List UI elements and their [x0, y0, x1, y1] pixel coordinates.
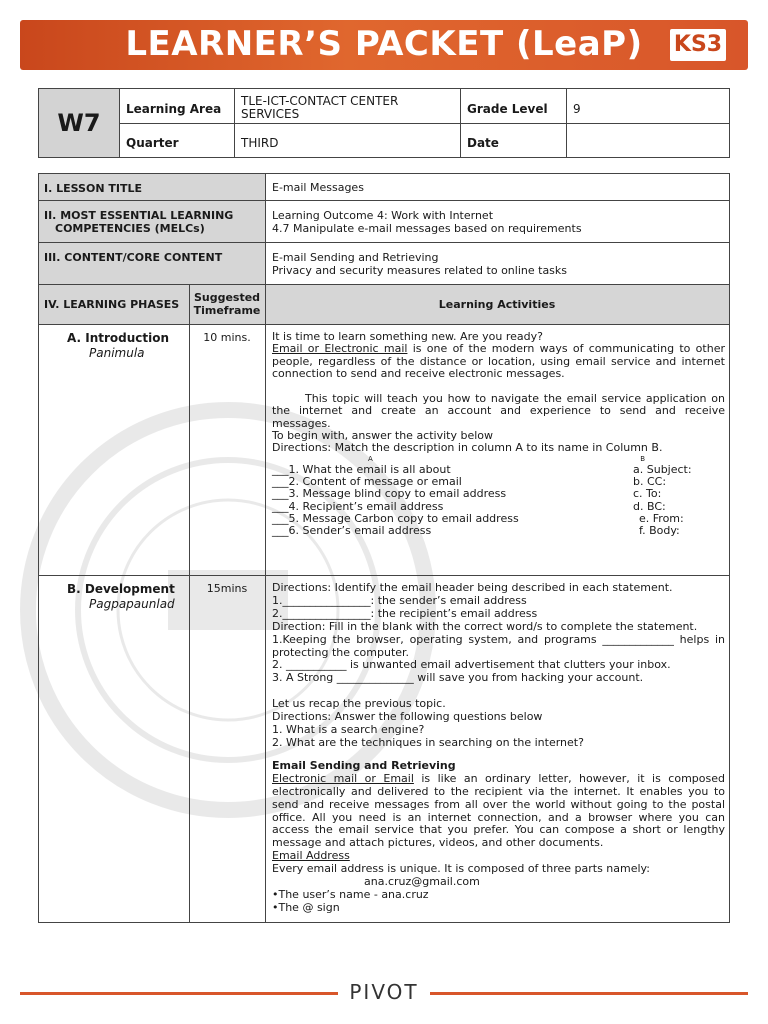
fill-blank-item: 1.Keeping the browser, operating system, and programs _____________ helps in protecting the computer. [272, 632, 725, 659]
content-value-line1: E-mail Sending and Retrieving [272, 251, 439, 264]
column-a-header: A [368, 454, 373, 463]
quarter-label: Quarter [119, 123, 234, 157]
matching-item: ___1. What the email is all about a. Subject: [272, 462, 692, 476]
phases-header-row [39, 285, 729, 325]
electronic-mail-term: Electronic mail or Email [272, 771, 414, 785]
intro-line: It is time to learn something new. Are you ready? [272, 330, 543, 343]
email-term: Email or Electronic mail [272, 342, 408, 356]
phase-a-time: 10 mins. [203, 331, 251, 344]
learning-area-value: TLE-ICT-CONTACT CENTER SERVICES [234, 89, 460, 123]
matching-item: ___3. Message blind copy to email address c. To: [272, 487, 662, 501]
email-part-bullet: •The @ sign [272, 900, 340, 914]
lesson-table [38, 173, 730, 923]
fill-blank-directions: Direction: Fill in the blank with the correct word/s to complete the statement. [272, 619, 698, 633]
email-address-heading: Email Address [272, 849, 350, 863]
quarter-value: THIRD [234, 123, 460, 157]
matching-directions: Directions: Match the description in column A to its name in Column B. [272, 441, 663, 455]
timeframe-header-line2: Timeframe [193, 304, 261, 317]
recap-line: Let us recap the previous topic. [272, 697, 446, 711]
date-value [566, 123, 729, 157]
grade-level-label: Grade Level [460, 89, 566, 123]
matching-item: ___5. Message Carbon copy to email address e. From: [272, 511, 684, 525]
melcs-label-line2: COMPETENCIES (MELCs) [55, 222, 205, 235]
identify-directions: Directions: Identify the email header being described in each statement. [272, 581, 673, 594]
pivot-logo: PIVOT [349, 980, 419, 1004]
lesson-title-row [39, 174, 729, 201]
phase-b-activities [272, 582, 725, 915]
identify-item: 1.________________: the sender’s email address [272, 593, 527, 607]
phase-b-subtitle: Pagpapaunlad [89, 597, 175, 611]
matching-item: ___4. Recipient’s email address d. BC: [272, 499, 666, 513]
footer-divider-right [430, 992, 748, 995]
matching-item: ___6. Sender’s email address f. Body: [272, 524, 680, 538]
recap-question: 2. What are the techniques in searching on the internet? [272, 735, 584, 749]
content-value-line2: Privacy and security measures related to online tasks [272, 264, 568, 277]
phase-a-name: A. Introduction [67, 331, 170, 345]
email-paragraph: Electronic mail or Email is like an ordinary letter, however, it is composed electronically and delivered to the recipient via the internet. It enables you to send and receive messages from all over the world without going to the postal office. All you need is an internet connection, and a browser where you can access the email service that you prefer. You can compose a short or lengthy message and attach pictures, videos, and other documents. [272, 771, 725, 850]
phase-a-activities [272, 331, 725, 537]
email-example: ana.cruz@gmail.com [364, 875, 480, 889]
activities-header-label: Learning Activities [438, 298, 556, 311]
email-address-text: Every email address is unique. It is composed of three parts namely: [272, 862, 650, 876]
footer-divider-left [20, 992, 338, 995]
date-label: Date [460, 123, 566, 157]
recap-question: 1. What is a search engine? [272, 723, 425, 737]
phase-b-name: B. Development [67, 582, 175, 596]
email-section-heading: Email Sending and Retrieving [272, 758, 456, 772]
header-banner [20, 20, 748, 70]
learning-area-label: Learning Area [119, 89, 234, 123]
fill-blank-item: 2. ___________ is unwanted email advertisement that clutters your inbox. [272, 658, 671, 672]
melcs-row [39, 201, 729, 243]
activity-intro: To begin with, answer the activity below [272, 429, 494, 443]
column-b-header: B [640, 454, 645, 463]
melcs-label-line1: II. MOST ESSENTIAL LEARNING [44, 209, 234, 222]
melcs-value-line1: Learning Outcome 4: Work with Internet [272, 209, 494, 222]
email-part-bullet: •The user’s name - ana.cruz [272, 887, 429, 901]
lesson-title-value: E-mail Messages [272, 181, 364, 194]
content-row [39, 243, 729, 285]
matching-item: ___2. Content of message or email b. CC: [272, 474, 667, 488]
packet-info-table [38, 88, 730, 158]
lesson-title-label: I. LESSON TITLE [44, 182, 142, 195]
identify-item: 2.________________: the recipient’s email address [272, 606, 538, 620]
phase-b-time: 15mins [206, 582, 248, 595]
phases-header-label: IV. LEARNING PHASES [44, 298, 180, 311]
phase-a-subtitle: Panimula [89, 346, 145, 360]
timeframe-header-line1: Suggested [193, 291, 261, 304]
email-definition: Email or Electronic mail is one of the modern ways of communicating to other people, regardless of the distance or location, using email service and internet connection to send and receive electronic messages. [272, 342, 725, 380]
melcs-value-line2: 4.7 Manipulate e-mail messages based on requirements [272, 222, 582, 235]
content-label: III. CONTENT/CORE CONTENT [44, 251, 223, 264]
topic-description: This topic will teach you how to navigate the email service application on the internet and create an account and experience to send and receive messages. [272, 392, 725, 430]
week-label: W7 [39, 89, 119, 157]
banner-title: LEARNER’S PACKET (LeaP) [125, 24, 643, 64]
recap-line: Directions: Answer the following questions below [272, 710, 543, 724]
fill-blank-item: 3. A Strong ______________ will save you from hacking your account. [272, 671, 644, 685]
ks3-badge: KS3 [670, 29, 726, 61]
grade-level-value: 9 [566, 89, 729, 123]
